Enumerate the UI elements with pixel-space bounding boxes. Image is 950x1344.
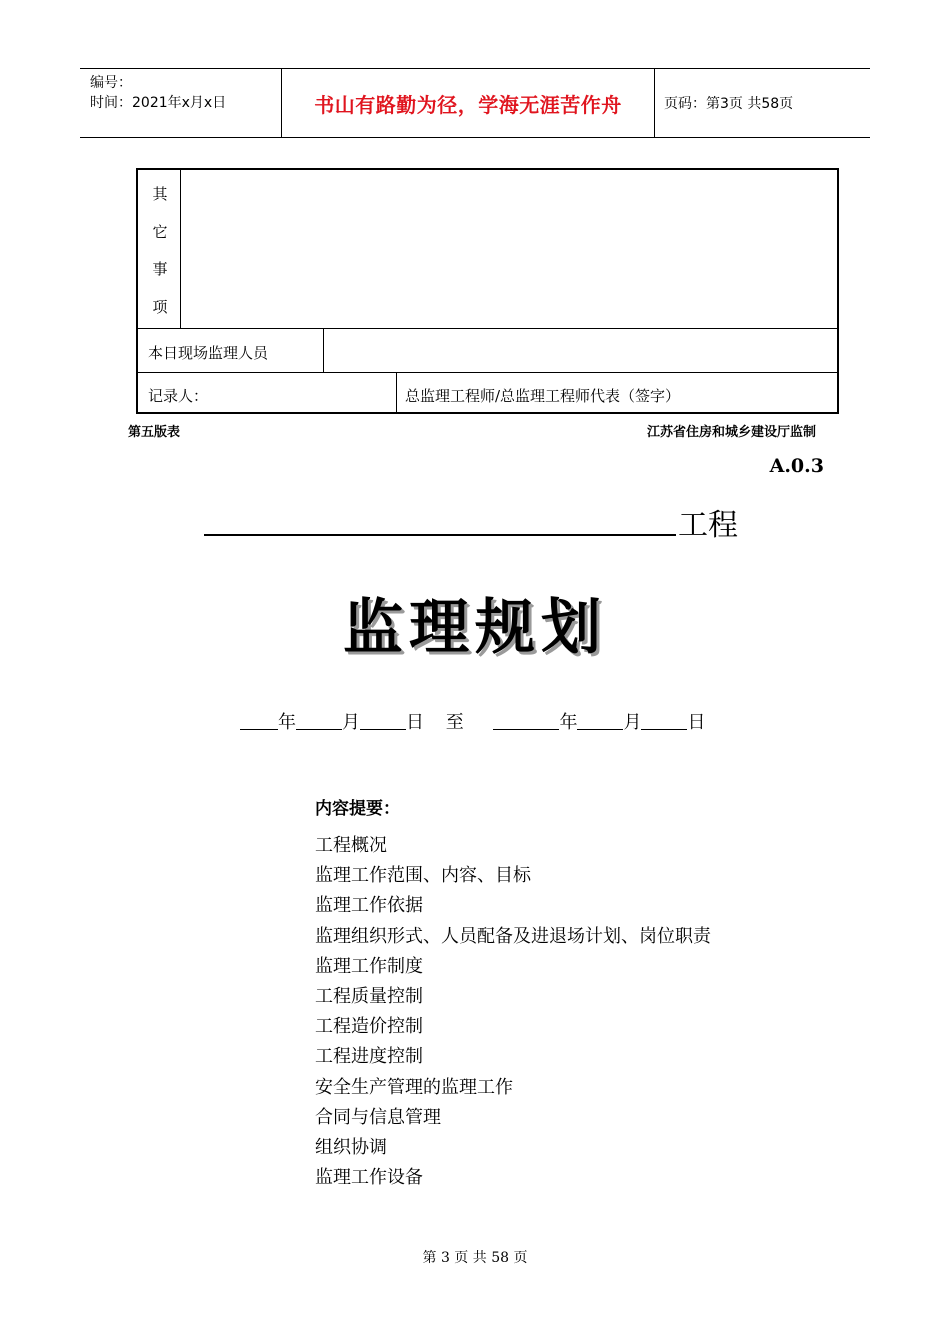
- header-divider: [654, 69, 655, 137]
- contents-item: 监理组织形式、人员配备及进退场计划、岗位职责: [315, 925, 711, 947]
- header-page-info: 页码：第3页 共58页: [664, 96, 794, 112]
- end-month-blank: [577, 711, 623, 730]
- date-range: 年 月 日 至 年 月 日: [240, 708, 705, 734]
- page-footer: 第 3 页 共 58 页: [422, 1250, 528, 1266]
- form-divider: [180, 170, 181, 328]
- contents-item: 合同与信息管理: [315, 1106, 441, 1128]
- project-suffix: 工程: [678, 508, 738, 543]
- form-edition-note: 第五版表: [128, 425, 181, 440]
- form-divider: [138, 372, 837, 373]
- other-items-label: 其 它 事 项: [152, 185, 168, 316]
- contents-item: 组织协调: [315, 1137, 387, 1159]
- onsite-staff-label: 本日现场监理人员: [148, 344, 269, 362]
- contents-item: 监理工作制度: [315, 955, 423, 977]
- start-day-blank: [360, 711, 406, 730]
- contents-item: 工程进度控制: [315, 1046, 423, 1068]
- chief-engineer-signature-label: 总监理工程师/总监理工程师代表（签字）: [405, 387, 681, 405]
- start-month-blank: [296, 711, 342, 730]
- header-info: [90, 73, 226, 113]
- project-name-blank: [204, 534, 676, 536]
- page-header: [80, 68, 870, 138]
- contents-item: 工程质量控制: [315, 986, 423, 1008]
- document-title: 监理规划: [343, 593, 607, 663]
- contents-item: 工程概况: [315, 835, 387, 856]
- contents-item: 监理工作依据: [315, 895, 423, 917]
- end-day-blank: [641, 711, 687, 730]
- contents-item: 工程造价控制: [315, 1016, 423, 1038]
- contents-summary: [315, 794, 711, 1193]
- form-divider: [138, 328, 837, 329]
- contents-item: 安全生产管理的监理工作: [315, 1076, 513, 1098]
- contents-item: 监理工作设备: [315, 1167, 423, 1189]
- supervision-log-form: [136, 168, 839, 414]
- number-label: 编号：: [90, 75, 132, 91]
- document-code: A.0.3: [769, 455, 824, 477]
- form-issuer-note: 江苏省住房和城乡建设厅监制: [646, 425, 816, 440]
- contents-item: 监理工作范围、内容、目标: [315, 865, 531, 887]
- time-label: 时间：2021年x月x日: [90, 95, 227, 111]
- form-divider: [323, 328, 324, 372]
- contents-title: 内容提要：: [315, 799, 400, 819]
- header-motto: 书山有路勤为径，学海无涯苦作舟: [314, 93, 622, 117]
- recorder-label: 记录人：: [148, 387, 209, 405]
- form-divider: [396, 372, 397, 414]
- date-to: 至: [445, 712, 464, 733]
- start-year-blank: [240, 711, 278, 730]
- end-year-blank: [493, 711, 559, 730]
